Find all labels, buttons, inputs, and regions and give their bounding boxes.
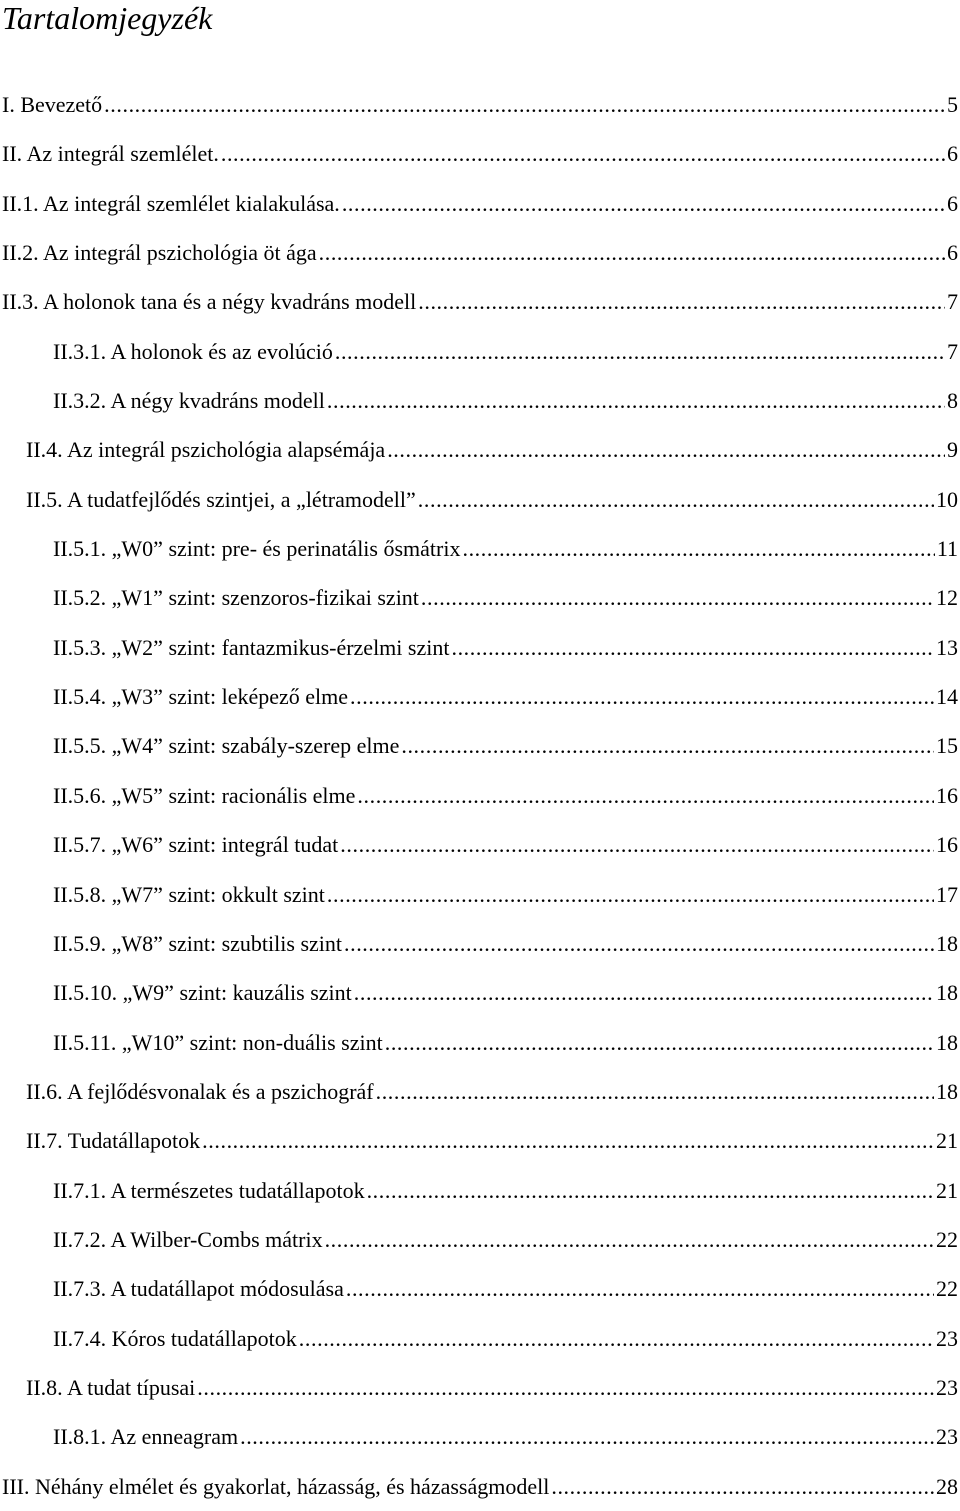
toc-entry[interactable] <box>0 1166 960 1215</box>
toc-entry-title: II.8. A tudat típusai <box>26 1374 196 1400</box>
toc-entry[interactable] <box>0 623 960 672</box>
toc-entry-page-number: 18 <box>936 1029 958 1055</box>
toc-entry-page-number: 6 <box>947 240 958 266</box>
toc-dot-leader <box>551 1462 934 1511</box>
toc-entry-title: II.5.1. „W0” szint: pre- és perinatális ősmátrix <box>53 536 461 562</box>
toc-entry[interactable] <box>0 968 960 1017</box>
toc-entry-page-number: 7 <box>947 338 958 364</box>
toc-entry-title: II.1. Az integrál szemlélet kialakulása. <box>2 190 340 216</box>
toc-entry-page-number: 16 <box>936 782 958 808</box>
toc-entry-page-number: 13 <box>936 634 958 660</box>
toc-entry-page-number: 7 <box>947 289 958 315</box>
toc-entry[interactable] <box>0 1264 960 1313</box>
toc-entry[interactable] <box>0 721 960 770</box>
toc-entry-page-number: 11 <box>936 536 958 562</box>
toc-entry-title: II.5.8. „W7” szint: okkult szint <box>53 881 325 907</box>
toc-dot-leader <box>299 1314 934 1363</box>
toc-dot-leader <box>376 1067 934 1116</box>
toc-entry[interactable] <box>0 277 960 326</box>
toc-entry-page-number: 6 <box>947 190 958 216</box>
toc-dot-leader <box>346 1264 934 1313</box>
toc-entry-title: II.7.4. Kóros tudatállapotok <box>53 1325 297 1351</box>
toc-entry-title: II.7.1. A természetes tudatállapotok <box>53 1177 365 1203</box>
toc-entry-title: II.5.2. „W1” szint: szenzoros-fizikai szint <box>53 585 419 611</box>
toc-dot-leader <box>344 919 934 968</box>
toc-entry-page-number: 18 <box>936 1078 958 1104</box>
page-title: Tartalomjegyzék <box>2 0 213 36</box>
toc-entry-page-number: 15 <box>936 733 958 759</box>
toc-entry-title: II.8.1. Az enneagram <box>53 1424 239 1450</box>
toc-entry-page-number: 9 <box>947 437 958 463</box>
toc-dot-leader <box>367 1166 934 1215</box>
toc-entry-title: II.3. A holonok tana és a négy kvadráns modell <box>2 289 417 315</box>
toc-entry[interactable] <box>0 524 960 573</box>
toc-dot-leader <box>327 376 945 425</box>
toc-dot-leader <box>401 721 934 770</box>
toc-dot-leader <box>451 623 934 672</box>
toc-entry[interactable] <box>0 1116 960 1165</box>
toc-entry-page-number: 16 <box>936 832 958 858</box>
toc-entry[interactable] <box>0 1215 960 1264</box>
toc-entry[interactable] <box>0 425 960 474</box>
toc-entry-title: II.5.10. „W9” szint: kauzális szint <box>53 980 352 1006</box>
toc-dot-leader <box>350 672 934 721</box>
table-of-contents <box>0 80 960 1511</box>
toc-entry[interactable] <box>0 672 960 721</box>
toc-entry[interactable] <box>0 771 960 820</box>
toc-dot-leader <box>319 228 945 277</box>
toc-entry[interactable] <box>0 1018 960 1067</box>
toc-entry-page-number: 22 <box>936 1226 958 1252</box>
toc-entry-page-number: 23 <box>936 1374 958 1400</box>
toc-entry[interactable] <box>0 80 960 129</box>
toc-entry-title: II.5.6. „W5” szint: racionális elme <box>53 782 356 808</box>
toc-entry-page-number: 12 <box>936 585 958 611</box>
toc-entry-title: II.7. Tudatállapotok <box>26 1128 201 1154</box>
toc-entry[interactable] <box>0 1314 960 1363</box>
toc-entry[interactable] <box>0 179 960 228</box>
toc-entry-page-number: 23 <box>936 1424 958 1450</box>
toc-entry-title: II.7.3. A tudatállapot módosulása <box>53 1276 344 1302</box>
toc-entry[interactable] <box>0 1462 960 1511</box>
toc-entry-title: II.4. Az integrál pszichológia alapsémája <box>26 437 386 463</box>
toc-entry[interactable] <box>0 573 960 622</box>
toc-entry[interactable] <box>0 1412 960 1461</box>
toc-entry-page-number: 21 <box>936 1128 958 1154</box>
toc-entry-title: II.6. A fejlődésvonalak és a pszichográf <box>26 1078 374 1104</box>
toc-entry-title: II.5.3. „W2” szint: fantazmikus-érzelmi szint <box>53 634 450 660</box>
toc-dot-leader <box>335 327 945 376</box>
toc-dot-leader <box>340 820 934 869</box>
toc-entry-page-number: 22 <box>936 1276 958 1302</box>
toc-entry[interactable] <box>0 1067 960 1116</box>
toc-entry-title: II.5. A tudatfejlődés szintjei, a „létramodell” <box>26 486 416 512</box>
toc-dot-leader <box>104 80 945 129</box>
toc-entry-page-number: 18 <box>936 930 958 956</box>
toc-entry-title: II.5.5. „W4” szint: szabály-szerep elme <box>53 733 400 759</box>
toc-entry-title: II.2. Az integrál pszichológia öt ága <box>2 240 317 266</box>
toc-dot-leader <box>327 870 934 919</box>
toc-entry-title: II.3.2. A négy kvadráns modell <box>53 388 325 414</box>
toc-dot-leader <box>418 475 934 524</box>
toc-dot-leader <box>357 771 934 820</box>
toc-dot-leader <box>387 425 945 474</box>
toc-entry-page-number: 17 <box>936 881 958 907</box>
toc-entry[interactable] <box>0 820 960 869</box>
toc-entry-page-number: 23 <box>936 1325 958 1351</box>
toc-dot-leader <box>421 573 934 622</box>
toc-entry-page-number: 10 <box>936 486 958 512</box>
toc-entry-title: III. Néhány elmélet és gyakorlat, házasság, és házasságmodell <box>2 1473 550 1499</box>
toc-entry[interactable] <box>0 228 960 277</box>
toc-dot-leader <box>418 277 945 326</box>
toc-entry[interactable] <box>0 129 960 178</box>
toc-entry[interactable] <box>0 475 960 524</box>
toc-dot-leader <box>221 129 945 178</box>
toc-entry-page-number: 8 <box>947 388 958 414</box>
toc-dot-leader <box>202 1116 934 1165</box>
toc-dot-leader <box>462 524 934 573</box>
toc-entry-title: II.3.1. A holonok és az evolúció <box>53 338 333 364</box>
toc-entry-title: II.5.7. „W6” szint: integrál tudat <box>53 832 339 858</box>
toc-entry[interactable] <box>0 870 960 919</box>
toc-entry-page-number: 21 <box>936 1177 958 1203</box>
toc-entry-page-number: 6 <box>947 141 958 167</box>
toc-entry[interactable] <box>0 1363 960 1412</box>
toc-dot-leader <box>354 968 934 1017</box>
toc-entry-title: II.5.11. „W10” szint: non-duális szint <box>53 1029 383 1055</box>
toc-dot-leader <box>325 1215 934 1264</box>
toc-entry[interactable] <box>0 327 960 376</box>
toc-entry-page-number: 14 <box>936 684 958 710</box>
toc-dot-leader <box>197 1363 934 1412</box>
toc-entry-title: II.5.4. „W3” szint: leképező elme <box>53 684 349 710</box>
toc-entry[interactable] <box>0 376 960 425</box>
toc-entry-page-number: 18 <box>936 980 958 1006</box>
toc-entry-title: I. Bevezető <box>2 92 103 117</box>
toc-dot-leader <box>240 1412 934 1461</box>
toc-entry-title: II. Az integrál szemlélet. <box>2 141 219 167</box>
toc-entry-title: II.7.2. A Wilber-Combs mátrix <box>53 1226 323 1252</box>
toc-entry-page-number: 5 <box>947 92 958 117</box>
toc-entry-title: II.5.9. „W8” szint: szubtilis szint <box>53 930 342 956</box>
toc-dot-leader <box>385 1018 934 1067</box>
toc-entry[interactable] <box>0 919 960 968</box>
toc-entry-page-number: 28 <box>936 1473 958 1499</box>
toc-dot-leader <box>342 179 945 228</box>
